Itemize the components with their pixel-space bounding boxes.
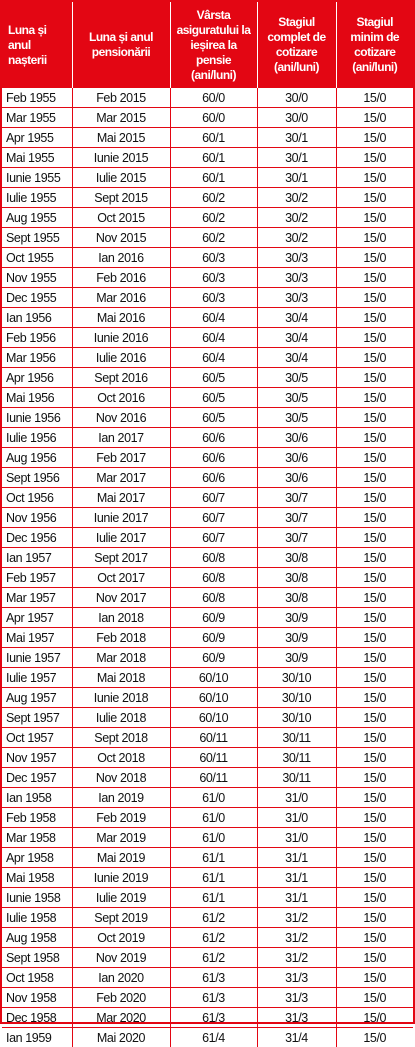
retirement-month-cell: Oct 2016 xyxy=(72,388,170,408)
min-contribution-cell: 15/0 xyxy=(336,588,413,608)
retirement-age-cell: 60/3 xyxy=(170,248,257,268)
table-row xyxy=(2,348,413,368)
full-contribution-cell: 30/8 xyxy=(257,588,336,608)
table-row xyxy=(2,428,413,448)
retirement-age-cell: 60/10 xyxy=(170,708,257,728)
full-contribution-cell: 30/3 xyxy=(257,288,336,308)
birth-month-cell: Sept 1955 xyxy=(2,228,72,248)
birth-month-cell: Nov 1957 xyxy=(2,748,72,768)
retirement-age-cell: 60/9 xyxy=(170,628,257,648)
table-row xyxy=(2,468,413,488)
birth-month-cell: Iunie 1958 xyxy=(2,888,72,908)
min-contribution-cell: 15/0 xyxy=(336,308,413,328)
full-contribution-cell: 30/9 xyxy=(257,628,336,648)
retirement-age-cell: 60/10 xyxy=(170,688,257,708)
table-row xyxy=(2,668,413,688)
retirement-age-cell: 61/2 xyxy=(170,928,257,948)
full-contribution-cell: 30/2 xyxy=(257,208,336,228)
min-contribution-cell: 15/0 xyxy=(336,188,413,208)
min-contribution-cell: 15/0 xyxy=(336,928,413,948)
min-contribution-cell: 15/0 xyxy=(336,908,413,928)
retirement-age-cell: 61/0 xyxy=(170,788,257,808)
min-contribution-cell: 15/0 xyxy=(336,968,413,988)
retirement-age-cell: 60/1 xyxy=(170,148,257,168)
table-row xyxy=(2,248,413,268)
birth-month-cell: Aug 1955 xyxy=(2,208,72,228)
table-row xyxy=(2,548,413,568)
table-row xyxy=(2,368,413,388)
retirement-month-cell: Iunie 2017 xyxy=(72,508,170,528)
retirement-month-cell: Mai 2018 xyxy=(72,668,170,688)
retirement-month-cell: Nov 2019 xyxy=(72,948,170,968)
birth-month-cell: Aug 1958 xyxy=(2,928,72,948)
table-row xyxy=(2,588,413,608)
retirement-age-cell: 60/11 xyxy=(170,768,257,788)
retirement-age-cell: 60/7 xyxy=(170,488,257,508)
birth-month-cell: Nov 1958 xyxy=(2,988,72,1008)
table-row xyxy=(2,1028,413,1047)
retirement-month-cell: Oct 2017 xyxy=(72,568,170,588)
full-contribution-cell: 30/0 xyxy=(257,108,336,128)
full-contribution-cell: 30/1 xyxy=(257,128,336,148)
table-row xyxy=(2,888,413,908)
retirement-age-cell: 60/5 xyxy=(170,408,257,428)
min-contribution-cell: 15/0 xyxy=(336,948,413,968)
full-contribution-cell: 30/4 xyxy=(257,348,336,368)
full-contribution-cell: 30/3 xyxy=(257,268,336,288)
min-contribution-cell: 15/0 xyxy=(336,88,413,108)
retirement-age-cell: 60/4 xyxy=(170,348,257,368)
table-row xyxy=(2,568,413,588)
retirement-month-cell: Oct 2018 xyxy=(72,748,170,768)
full-contribution-cell: 31/0 xyxy=(257,828,336,848)
min-contribution-cell: 15/0 xyxy=(336,728,413,748)
table-row xyxy=(2,648,413,668)
full-contribution-cell: 30/10 xyxy=(257,708,336,728)
table-row xyxy=(2,328,413,348)
retirement-month-cell: Iunie 2018 xyxy=(72,688,170,708)
retirement-age-cell: 60/7 xyxy=(170,528,257,548)
table-row xyxy=(2,408,413,428)
birth-month-cell: Mar 1955 xyxy=(2,108,72,128)
birth-month-cell: Nov 1955 xyxy=(2,268,72,288)
min-contribution-cell: 15/0 xyxy=(336,388,413,408)
full-contribution-cell: 30/4 xyxy=(257,328,336,348)
table-row xyxy=(2,848,413,868)
min-contribution-cell: 15/0 xyxy=(336,628,413,648)
retirement-age-cell: 60/9 xyxy=(170,608,257,628)
retirement-month-cell: Feb 2019 xyxy=(72,808,170,828)
table-row xyxy=(2,928,413,948)
full-contribution-cell: 31/2 xyxy=(257,908,336,928)
retirement-month-cell: Nov 2016 xyxy=(72,408,170,428)
retirement-month-cell: Feb 2020 xyxy=(72,988,170,1008)
retirement-age-cell: 60/1 xyxy=(170,128,257,148)
retirement-age-cell: 61/3 xyxy=(170,968,257,988)
min-contribution-cell: 15/0 xyxy=(336,408,413,428)
retirement-month-cell: Sept 2015 xyxy=(72,188,170,208)
table-row xyxy=(2,908,413,928)
table-row xyxy=(2,128,413,148)
table-row xyxy=(2,188,413,208)
retirement-age-cell: 60/8 xyxy=(170,568,257,588)
min-contribution-cell: 15/0 xyxy=(336,508,413,528)
full-contribution-cell: 30/1 xyxy=(257,148,336,168)
min-contribution-cell: 15/0 xyxy=(336,368,413,388)
table-row xyxy=(2,108,413,128)
full-contribution-cell: 30/7 xyxy=(257,528,336,548)
retirement-month-cell: Sept 2019 xyxy=(72,908,170,928)
retirement-month-cell: Mar 2016 xyxy=(72,288,170,308)
min-contribution-cell: 15/0 xyxy=(336,688,413,708)
full-contribution-cell: 30/8 xyxy=(257,568,336,588)
min-contribution-cell: 15/0 xyxy=(336,828,413,848)
min-contribution-cell: 15/0 xyxy=(336,1008,413,1028)
table-row xyxy=(2,768,413,788)
full-contribution-cell: 31/0 xyxy=(257,788,336,808)
retirement-age-cell: 60/6 xyxy=(170,428,257,448)
retirement-month-cell: Sept 2016 xyxy=(72,368,170,388)
full-contribution-cell: 30/0 xyxy=(257,88,336,108)
min-contribution-cell: 15/0 xyxy=(336,248,413,268)
retirement-month-cell: Oct 2019 xyxy=(72,928,170,948)
full-contribution-cell: 30/6 xyxy=(257,428,336,448)
birth-month-cell: Sept 1957 xyxy=(2,708,72,728)
full-contribution-cell: 31/1 xyxy=(257,868,336,888)
full-contribution-cell: 31/4 xyxy=(257,1028,336,1047)
full-contribution-cell: 30/7 xyxy=(257,508,336,528)
birth-month-cell: Iunie 1957 xyxy=(2,648,72,668)
retirement-month-cell: Oct 2015 xyxy=(72,208,170,228)
retirement-month-cell: Feb 2018 xyxy=(72,628,170,648)
table-row xyxy=(2,388,413,408)
birth-month-cell: Dec 1958 xyxy=(2,1008,72,1028)
retirement-month-cell: Ian 2017 xyxy=(72,428,170,448)
min-contribution-cell: 15/0 xyxy=(336,468,413,488)
retirement-age-cell: 60/4 xyxy=(170,308,257,328)
birth-month-cell: Iunie 1956 xyxy=(2,408,72,428)
min-contribution-cell: 15/0 xyxy=(336,288,413,308)
table-row xyxy=(2,948,413,968)
retirement-age-cell: 60/6 xyxy=(170,468,257,488)
birth-month-cell: Dec 1956 xyxy=(2,528,72,548)
retirement-age-cell: 60/0 xyxy=(170,88,257,108)
table-row xyxy=(2,148,413,168)
birth-month-cell: Iunie 1955 xyxy=(2,168,72,188)
full-contribution-cell: 31/3 xyxy=(257,988,336,1008)
table-row xyxy=(2,308,413,328)
retirement-age-cell: 61/1 xyxy=(170,868,257,888)
retirement-month-cell: Iulie 2019 xyxy=(72,888,170,908)
retirement-age-cell: 60/8 xyxy=(170,588,257,608)
birth-month-cell: Feb 1958 xyxy=(2,808,72,828)
retirement-age-cell: 61/2 xyxy=(170,908,257,928)
birth-month-cell: Iulie 1956 xyxy=(2,428,72,448)
birth-month-cell: Oct 1955 xyxy=(2,248,72,268)
retirement-month-cell: Iulie 2018 xyxy=(72,708,170,728)
table-row xyxy=(2,628,413,648)
retirement-month-cell: Iunie 2015 xyxy=(72,148,170,168)
retirement-age-cell: 61/0 xyxy=(170,828,257,848)
pension-table xyxy=(2,2,413,1047)
header-birth-month: Luna și anul nașterii xyxy=(2,2,72,88)
full-contribution-cell: 31/3 xyxy=(257,1008,336,1028)
table-row xyxy=(2,528,413,548)
full-contribution-cell: 31/2 xyxy=(257,928,336,948)
table-row xyxy=(2,968,413,988)
full-contribution-cell: 30/11 xyxy=(257,728,336,748)
retirement-age-cell: 60/5 xyxy=(170,388,257,408)
retirement-month-cell: Iulie 2017 xyxy=(72,528,170,548)
birth-month-cell: Feb 1956 xyxy=(2,328,72,348)
table-row xyxy=(2,228,413,248)
retirement-age-cell: 61/3 xyxy=(170,1008,257,1028)
birth-month-cell: Iulie 1958 xyxy=(2,908,72,928)
table-row xyxy=(2,88,413,108)
table-body xyxy=(2,88,413,1047)
retirement-month-cell: Feb 2017 xyxy=(72,448,170,468)
header-full-contribution: Stagiul complet de cotizare (ani/luni) xyxy=(257,2,336,88)
retirement-age-cell: 60/2 xyxy=(170,188,257,208)
retirement-month-cell: Mai 2016 xyxy=(72,308,170,328)
min-contribution-cell: 15/0 xyxy=(336,888,413,908)
full-contribution-cell: 31/3 xyxy=(257,968,336,988)
retirement-month-cell: Mar 2018 xyxy=(72,648,170,668)
min-contribution-cell: 15/0 xyxy=(336,608,413,628)
min-contribution-cell: 15/0 xyxy=(336,348,413,368)
retirement-age-cell: 60/1 xyxy=(170,168,257,188)
birth-month-cell: Ian 1959 xyxy=(2,1028,72,1047)
table-row xyxy=(2,608,413,628)
retirement-month-cell: Nov 2018 xyxy=(72,768,170,788)
retirement-age-cell: 61/3 xyxy=(170,988,257,1008)
birth-month-cell: Ian 1957 xyxy=(2,548,72,568)
birth-month-cell: Feb 1957 xyxy=(2,568,72,588)
min-contribution-cell: 15/0 xyxy=(336,128,413,148)
header-min-contribution: Stagiul minim de cotizare (ani/luni) xyxy=(336,2,413,88)
min-contribution-cell: 15/0 xyxy=(336,748,413,768)
birth-month-cell: Oct 1958 xyxy=(2,968,72,988)
retirement-month-cell: Feb 2015 xyxy=(72,88,170,108)
table-row xyxy=(2,708,413,728)
retirement-month-cell: Sept 2017 xyxy=(72,548,170,568)
min-contribution-cell: 15/0 xyxy=(336,568,413,588)
birth-month-cell: Mar 1957 xyxy=(2,588,72,608)
retirement-age-cell: 60/3 xyxy=(170,288,257,308)
full-contribution-cell: 30/9 xyxy=(257,648,336,668)
birth-month-cell: Mai 1956 xyxy=(2,388,72,408)
full-contribution-cell: 30/2 xyxy=(257,188,336,208)
retirement-month-cell: Ian 2018 xyxy=(72,608,170,628)
birth-month-cell: Feb 1955 xyxy=(2,88,72,108)
full-contribution-cell: 30/8 xyxy=(257,548,336,568)
retirement-month-cell: Mar 2019 xyxy=(72,828,170,848)
birth-month-cell: Apr 1955 xyxy=(2,128,72,148)
min-contribution-cell: 15/0 xyxy=(336,528,413,548)
table-row xyxy=(2,728,413,748)
retirement-age-cell: 60/7 xyxy=(170,508,257,528)
full-contribution-cell: 30/5 xyxy=(257,368,336,388)
full-contribution-cell: 30/9 xyxy=(257,608,336,628)
birth-month-cell: Mai 1955 xyxy=(2,148,72,168)
birth-month-cell: Apr 1957 xyxy=(2,608,72,628)
retirement-age-cell: 60/9 xyxy=(170,648,257,668)
table-row xyxy=(2,168,413,188)
min-contribution-cell: 15/0 xyxy=(336,1028,413,1047)
full-contribution-cell: 31/0 xyxy=(257,808,336,828)
retirement-age-cell: 60/0 xyxy=(170,108,257,128)
retirement-age-cell: 61/2 xyxy=(170,948,257,968)
min-contribution-cell: 15/0 xyxy=(336,208,413,228)
min-contribution-cell: 15/0 xyxy=(336,488,413,508)
birth-month-cell: Nov 1956 xyxy=(2,508,72,528)
birth-month-cell: Sept 1956 xyxy=(2,468,72,488)
table-row xyxy=(2,688,413,708)
retirement-age-cell: 60/10 xyxy=(170,668,257,688)
retirement-month-cell: Nov 2017 xyxy=(72,588,170,608)
retirement-month-cell: Mai 2019 xyxy=(72,848,170,868)
table-row xyxy=(2,288,413,308)
birth-month-cell: Ian 1958 xyxy=(2,788,72,808)
min-contribution-cell: 15/0 xyxy=(336,428,413,448)
retirement-month-cell: Nov 2015 xyxy=(72,228,170,248)
retirement-age-cell: 61/0 xyxy=(170,808,257,828)
table-row xyxy=(2,988,413,1008)
retirement-age-cell: 61/1 xyxy=(170,888,257,908)
retirement-month-cell: Iulie 2016 xyxy=(72,348,170,368)
min-contribution-cell: 15/0 xyxy=(336,548,413,568)
full-contribution-cell: 30/2 xyxy=(257,228,336,248)
header-row xyxy=(2,2,413,88)
birth-month-cell: Iulie 1955 xyxy=(2,188,72,208)
table-header xyxy=(2,2,413,88)
min-contribution-cell: 15/0 xyxy=(336,708,413,728)
birth-month-cell: Ian 1956 xyxy=(2,308,72,328)
retirement-month-cell: Iunie 2019 xyxy=(72,868,170,888)
retirement-month-cell: Ian 2016 xyxy=(72,248,170,268)
min-contribution-cell: 15/0 xyxy=(336,768,413,788)
table-row xyxy=(2,788,413,808)
birth-month-cell: Oct 1956 xyxy=(2,488,72,508)
retirement-month-cell: Mai 2020 xyxy=(72,1028,170,1047)
full-contribution-cell: 30/1 xyxy=(257,168,336,188)
retirement-month-cell: Iulie 2015 xyxy=(72,168,170,188)
retirement-age-cell: 60/11 xyxy=(170,728,257,748)
retirement-age-cell: 60/11 xyxy=(170,748,257,768)
retirement-month-cell: Feb 2016 xyxy=(72,268,170,288)
table-row xyxy=(2,828,413,848)
full-contribution-cell: 30/10 xyxy=(257,668,336,688)
retirement-age-cell: 60/5 xyxy=(170,368,257,388)
table-row xyxy=(2,868,413,888)
retirement-month-cell: Iunie 2016 xyxy=(72,328,170,348)
table-row xyxy=(2,268,413,288)
birth-month-cell: Mai 1957 xyxy=(2,628,72,648)
retirement-month-cell: Sept 2018 xyxy=(72,728,170,748)
retirement-age-cell: 61/1 xyxy=(170,848,257,868)
min-contribution-cell: 15/0 xyxy=(336,328,413,348)
full-contribution-cell: 30/7 xyxy=(257,488,336,508)
retirement-month-cell: Mai 2017 xyxy=(72,488,170,508)
retirement-age-cell: 60/2 xyxy=(170,208,257,228)
min-contribution-cell: 15/0 xyxy=(336,668,413,688)
retirement-month-cell: Mai 2015 xyxy=(72,128,170,148)
birth-month-cell: Aug 1957 xyxy=(2,688,72,708)
birth-month-cell: Dec 1955 xyxy=(2,288,72,308)
full-contribution-cell: 30/4 xyxy=(257,308,336,328)
retirement-month-cell: Mar 2017 xyxy=(72,468,170,488)
table-row xyxy=(2,748,413,768)
full-contribution-cell: 31/2 xyxy=(257,948,336,968)
full-contribution-cell: 30/11 xyxy=(257,768,336,788)
full-contribution-cell: 30/3 xyxy=(257,248,336,268)
full-contribution-cell: 30/6 xyxy=(257,448,336,468)
table-row xyxy=(2,1008,413,1028)
table-row xyxy=(2,488,413,508)
header-retirement-age: Vârsta asiguratului la ieșirea la pensie (ani/luni) xyxy=(170,2,257,88)
min-contribution-cell: 15/0 xyxy=(336,788,413,808)
full-contribution-cell: 30/5 xyxy=(257,388,336,408)
table-row xyxy=(2,448,413,468)
min-contribution-cell: 15/0 xyxy=(336,648,413,668)
min-contribution-cell: 15/0 xyxy=(336,988,413,1008)
birth-month-cell: Aug 1956 xyxy=(2,448,72,468)
min-contribution-cell: 15/0 xyxy=(336,108,413,128)
full-contribution-cell: 30/5 xyxy=(257,408,336,428)
birth-month-cell: Iulie 1957 xyxy=(2,668,72,688)
table-row xyxy=(2,208,413,228)
birth-month-cell: Mai 1958 xyxy=(2,868,72,888)
full-contribution-cell: 31/1 xyxy=(257,848,336,868)
min-contribution-cell: 15/0 xyxy=(336,448,413,468)
full-contribution-cell: 31/1 xyxy=(257,888,336,908)
full-contribution-cell: 30/10 xyxy=(257,688,336,708)
min-contribution-cell: 15/0 xyxy=(336,848,413,868)
retirement-age-cell: 61/4 xyxy=(170,1028,257,1047)
birth-month-cell: Dec 1957 xyxy=(2,768,72,788)
retirement-month-cell: Ian 2019 xyxy=(72,788,170,808)
retirement-age-cell: 60/2 xyxy=(170,228,257,248)
retirement-age-cell: 60/8 xyxy=(170,548,257,568)
retirement-month-cell: Mar 2020 xyxy=(72,1008,170,1028)
full-contribution-cell: 30/6 xyxy=(257,468,336,488)
retirement-age-cell: 60/6 xyxy=(170,448,257,468)
min-contribution-cell: 15/0 xyxy=(336,868,413,888)
birth-month-cell: Oct 1957 xyxy=(2,728,72,748)
min-contribution-cell: 15/0 xyxy=(336,148,413,168)
retirement-age-cell: 60/3 xyxy=(170,268,257,288)
birth-month-cell: Mar 1956 xyxy=(2,348,72,368)
birth-month-cell: Sept 1958 xyxy=(2,948,72,968)
min-contribution-cell: 15/0 xyxy=(336,268,413,288)
birth-month-cell: Apr 1958 xyxy=(2,848,72,868)
min-contribution-cell: 15/0 xyxy=(336,168,413,188)
birth-month-cell: Apr 1956 xyxy=(2,368,72,388)
birth-month-cell: Mar 1958 xyxy=(2,828,72,848)
retirement-month-cell: Mar 2015 xyxy=(72,108,170,128)
retirement-month-cell: Ian 2020 xyxy=(72,968,170,988)
table-row xyxy=(2,808,413,828)
header-retirement-month: Luna și anul pensionării xyxy=(72,2,170,88)
min-contribution-cell: 15/0 xyxy=(336,808,413,828)
table-row xyxy=(2,508,413,528)
full-contribution-cell: 30/11 xyxy=(257,748,336,768)
retirement-age-cell: 60/4 xyxy=(170,328,257,348)
min-contribution-cell: 15/0 xyxy=(336,228,413,248)
